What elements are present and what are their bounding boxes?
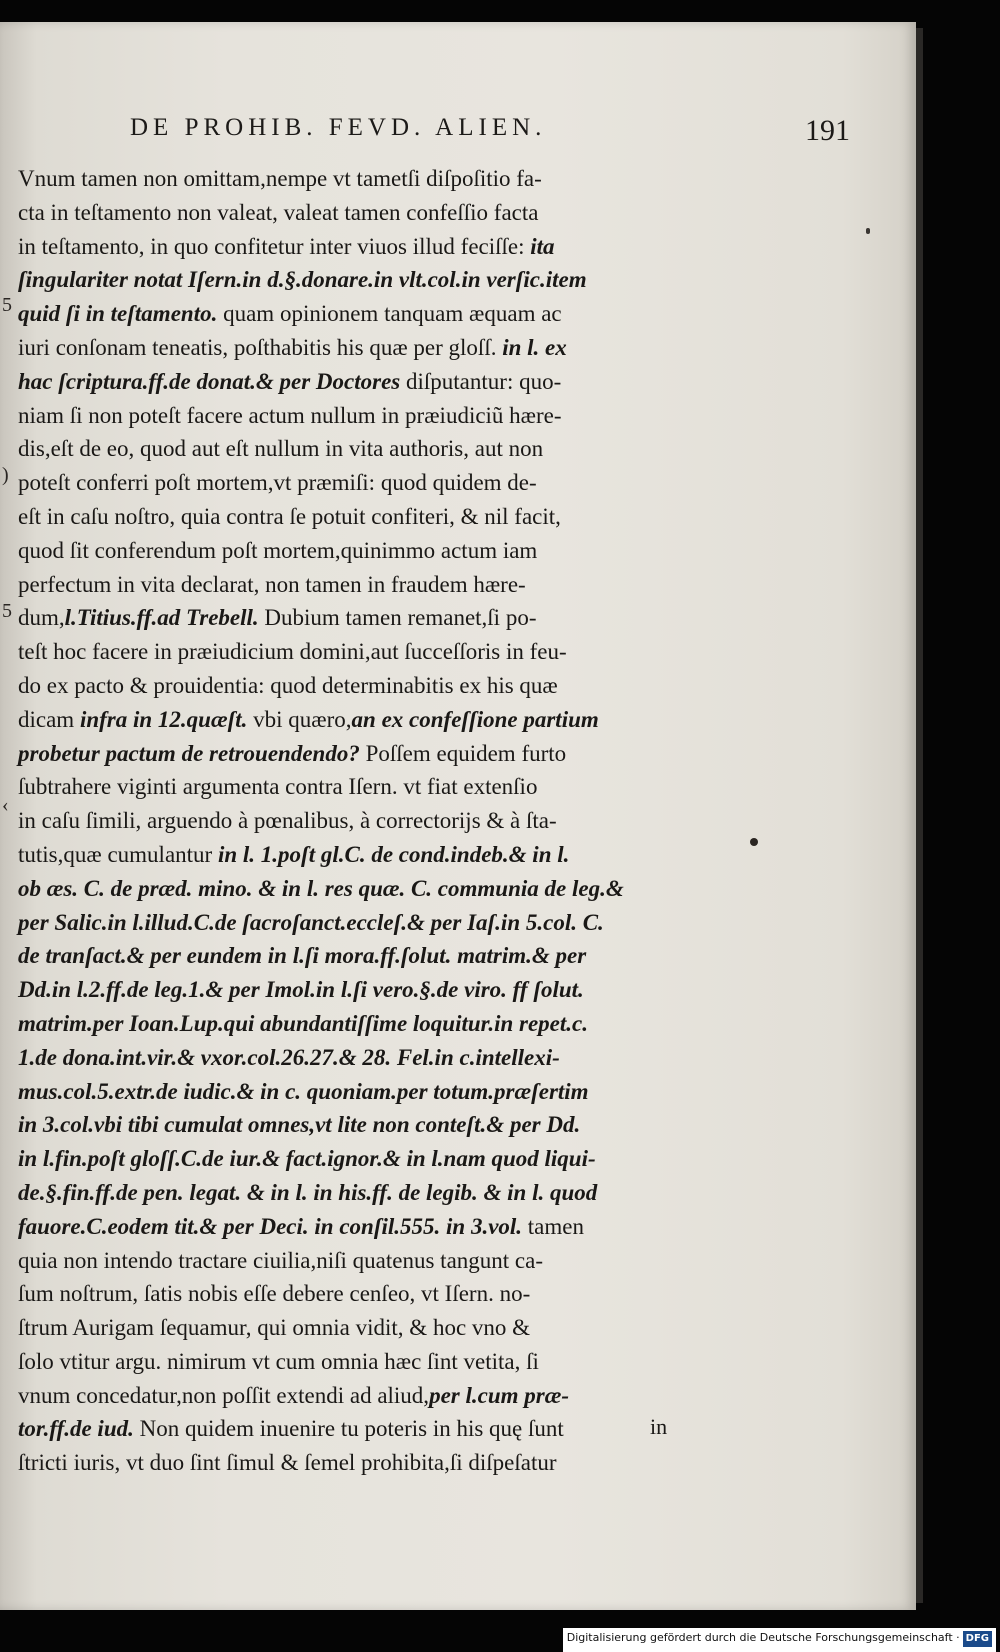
text-line — [18, 1075, 696, 1109]
text-segment: Non quidem inuenire tu poteris in his quę ſunt — [133, 1416, 564, 1442]
text-segment: vbi quæro, — [247, 706, 352, 732]
text-line — [18, 737, 696, 771]
text-segment: quam opinionem tanquam æquam ac — [217, 301, 562, 327]
text-segment: niam ſi non poteſt facere actum nullum in præiudiciũ hære- — [18, 402, 562, 428]
citation-segment: in l.fin.poſt gloſſ.C.de iur.& fact.ignor.& in l.nam quod liqui- — [18, 1146, 596, 1172]
text-line — [18, 162, 696, 196]
citation-segment: quid ſi in teſtamento. — [18, 301, 218, 327]
text-line — [18, 263, 696, 297]
text-line — [18, 601, 696, 635]
catchword: in — [650, 1414, 668, 1439]
text-segment: tamen — [522, 1213, 584, 1239]
text-line — [18, 466, 696, 500]
text-line — [18, 1108, 696, 1142]
text-segment: in caſu ſimili, arguendo à pœnalibus, à correctorijs & à ſta- — [18, 808, 557, 834]
text-segment: Dubium tamen remanet,ſi po- — [258, 605, 537, 631]
text-line — [18, 500, 696, 534]
ink-speck — [866, 228, 870, 234]
text-line — [18, 1379, 696, 1413]
citation-segment: ſingulariter notat Iſern.in d.§.donare.in vlt.col.in verſic.item — [18, 267, 587, 293]
text-segment: quod ſit conferendum poſt mortem,quinimmo actum iam — [18, 537, 538, 563]
text-line — [18, 973, 696, 1007]
citation-segment: 1.de dona.int.vir.& vxor.col.26.27.& 28. Fel.in c.intellexi- — [18, 1044, 560, 1070]
text-segment: perfectum in vita declarat, non tamen in fraudem hære- — [18, 571, 526, 597]
credit-text: Digitalisierung gefördert durch die Deutsche Forschungsgemeinschaft · — [566, 1631, 960, 1644]
citation-segment: Dd.in l.2.ff.de leg.1.& per Imol.in l.ſi vero.§.de viro. ff ſolut. — [18, 977, 584, 1003]
citation-segment: in l. ex — [502, 334, 567, 360]
text-segment: ſubtrahere viginti argumenta contra Iſern. vt fiat extenſio — [18, 774, 538, 800]
text-line — [18, 804, 696, 838]
text-line — [18, 703, 696, 737]
citation-segment: per Salic.in l.illud.C.de ſacroſanct.eccleſ.& per Iaſ.in 5.col. C. — [18, 909, 604, 935]
citation-segment: infra in 12.quæſt. — [79, 706, 248, 732]
text-line — [18, 196, 696, 230]
text-segment: tutis,quæ cumulantur — [18, 841, 218, 867]
text-segment: ſum noſtrum, ſatis nobis eſſe debere cenſeo, vt Iſern. no- — [18, 1281, 531, 1307]
text-line — [18, 1176, 696, 1210]
text-line — [18, 331, 696, 365]
text-line — [18, 1244, 696, 1278]
ink-speck — [750, 838, 758, 846]
citation-segment: an ex confeſſione partium — [351, 706, 599, 732]
citation-segment: per l.cum præ- — [429, 1382, 569, 1408]
text-line — [18, 1041, 696, 1075]
margin-mark: ) — [2, 464, 9, 486]
citation-segment: mus.col.5.extr.de iudic.& in c. quoniam.per totum.præſertim — [18, 1078, 589, 1104]
text-line — [18, 1412, 696, 1446]
text-line — [18, 1446, 696, 1480]
text-segment: ſtricti iuris, vt duo ſint ſimul & ſemel prohibita,ſi diſpeſatur — [18, 1450, 557, 1476]
citation-segment: hac ſcriptura.ff.de donat.& per Doctores — [18, 368, 401, 394]
text-line — [18, 1210, 696, 1244]
citation-segment: probetur pactum de retrouendendo? — [18, 740, 360, 766]
text-line — [18, 230, 696, 264]
page-header — [130, 114, 850, 154]
text-line — [18, 1142, 696, 1176]
dfg-logo: DFG — [963, 1631, 992, 1647]
citation-segment: in l. 1.poſt gl.C. de cond.indeb.& in l. — [217, 841, 570, 867]
text-segment: vnum concedatur,non poſſit extendi ad aliud, — [18, 1382, 430, 1408]
citation-segment: ob æs. C. de præd. mino. & in l. res quæ. C. communia de leg.& — [18, 875, 624, 901]
running-title: DE PROHIB. FEVD. ALIEN. — [130, 114, 547, 141]
body-text — [18, 162, 696, 1480]
text-segment: dicam — [18, 706, 80, 732]
text-segment: iuri conſonam teneatis, poſthabitis his quæ per gloſſ. — [18, 334, 503, 360]
text-line — [18, 1311, 696, 1345]
text-segment: ſolo vtitur argu. nimirum vt cum omnia hæc ſint vetita, ſi — [18, 1348, 539, 1374]
text-line — [18, 1007, 696, 1041]
text-line — [18, 770, 696, 804]
text-line — [18, 365, 696, 399]
citation-segment: fauore.C.eodem tit.& per Deci. in conſil.555. in 3.vol. — [18, 1213, 523, 1239]
text-line — [18, 635, 696, 669]
citation-segment: de.§.fin.ff.de pen. legat. & in l. in his.ff. de legib. & in l. quod — [18, 1179, 598, 1205]
text-segment: in teſtamento, in quo confitetur inter viuos illud feciſſe: — [18, 233, 531, 259]
text-line — [18, 1345, 696, 1379]
book-page — [0, 22, 916, 1610]
citation-segment: in 3.col.vbi tibi cumulat omnes,vt lite non conteſt.& per Dd. — [18, 1112, 581, 1138]
page-number: 191 — [805, 114, 850, 147]
text-segment: Poſſem equidem furto — [359, 740, 567, 766]
text-segment: quia non intendo tractare ciuilia,niſi quatenus tangunt ca- — [18, 1247, 543, 1273]
text-segment: diſputantur: quo- — [400, 368, 562, 394]
citation-segment: l.Titius.ff.ad Trebell. — [64, 605, 259, 631]
text-segment: dis,eſt de eo, quod aut eſt nullum in vita authoris, aut non — [18, 436, 544, 462]
page-edge-shadow — [916, 28, 923, 1603]
text-line — [18, 939, 696, 973]
text-line — [18, 432, 696, 466]
citation-segment: de tranſact.& per eundem in l.ſi mora.ff.ſolut. matrim.& per — [18, 943, 587, 969]
text-segment: Vnum tamen non omittam,nempe vt tametſi diſpoſitio fa- — [18, 166, 542, 191]
citation-segment: ita — [530, 233, 555, 259]
margin-mark: ‹ — [2, 794, 9, 816]
digitization-credit — [563, 1628, 996, 1652]
citation-segment: tor.ff.de iud. — [18, 1416, 134, 1442]
text-line — [18, 1277, 696, 1311]
citation-segment: matrim.per Ioan.Lup.qui abundantiſſime loquitur.in repet.c. — [18, 1010, 588, 1036]
text-line — [18, 297, 696, 331]
text-line — [18, 838, 696, 872]
text-segment: teſt hoc facere in præiudicium domini,aut ſucceſſoris in feu- — [18, 639, 567, 665]
text-segment: dum, — [18, 605, 65, 631]
text-line — [18, 669, 696, 703]
text-line — [18, 534, 696, 568]
text-line — [18, 399, 696, 433]
margin-mark: 5 — [2, 600, 12, 622]
text-segment: eſt in caſu noſtro, quia contra ſe potuit confiteri, & nil facit, — [18, 503, 561, 529]
text-segment: poteſt conferri poſt mortem,vt præmiſi: quod quidem de- — [18, 470, 537, 496]
text-segment: cta in teſtamento non valeat, valeat tamen confeſſio facta — [18, 199, 539, 225]
text-line — [18, 568, 696, 602]
text-line — [18, 906, 696, 940]
text-line — [18, 872, 696, 906]
text-segment: ſtrum Aurigam ſequamur, qui omnia vidit, & hoc vno & — [18, 1315, 531, 1341]
text-segment: do ex pacto & prouidentia: quod determinabitis ex his quæ — [18, 672, 558, 698]
margin-mark: 5 — [2, 294, 12, 316]
